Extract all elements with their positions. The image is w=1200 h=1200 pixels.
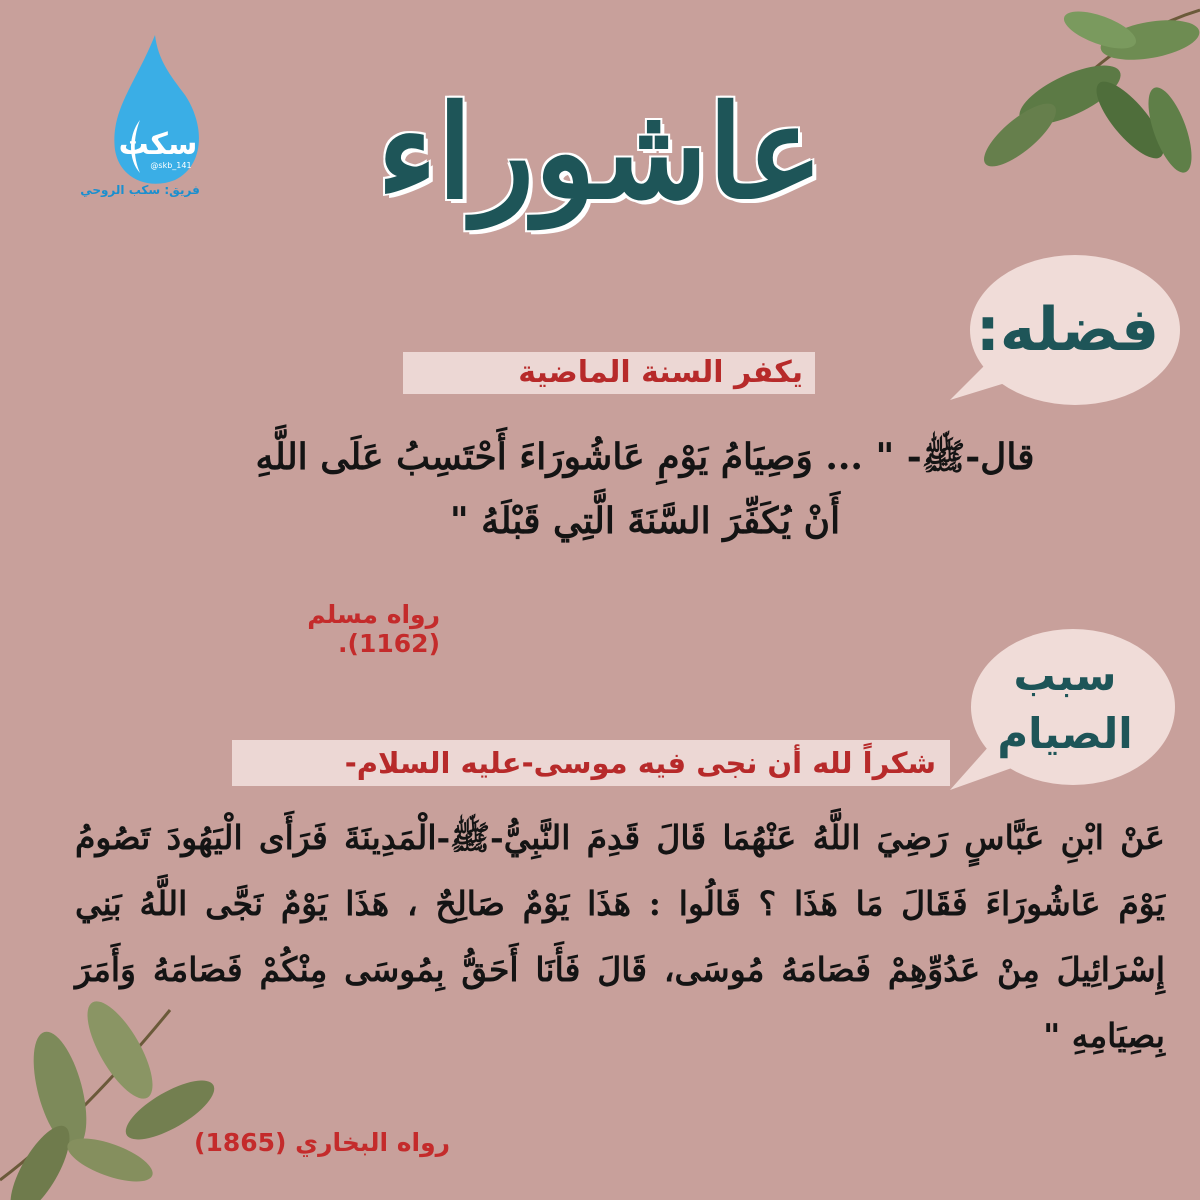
section-heading-reason-line-1: سبب: [1013, 651, 1117, 700]
logo-handle: @skb_141: [150, 161, 192, 170]
team-logo: [40, 15, 200, 215]
reference-muslim: رواه مسلم (1162).: [307, 600, 440, 658]
hadith-reason: عَنْ ابْنِ عَبَّاسٍ رَضِيَ اللَّهُ عَنْهُمَا قَالَ قَدِمَ النَّبِيُّ-ﷺ-الْمَدِينَةَ فَرَأَى الْيَهُودَ تَصُومُ يَوْمَ عَاشُورَاءَ فَقَالَ مَا هَذَا ؟ قَالُوا : هَذَا يَوْمٌ صَالِحٌ ، هَذَا يَوْمٌ نَجَّى اللَّهُ بَنِي إِسْرَائِيلَ مِنْ عَدُوِّهِمْ فَصَامَهُ مُوسَى، قَالَ فَأَنَا أَحَقُّ بِمُوسَى مِنْكُمْ فَصَامَهُ وَأَمَرَ بِصِيَامِهِ ": [75, 818, 1165, 1055]
page-title: عاشوراء: [376, 78, 824, 228]
hadith-virtue-line-1: قال-ﷺ- " ... وَصِيَامُ يَوْمِ عَاشُورَاءَ أَحْتَسِبُ عَلَى اللَّهِ: [255, 436, 1035, 478]
section-heading-reason-line-2: الصيام: [997, 709, 1133, 758]
hadith-virtue: [250, 425, 1040, 553]
water-drop-icon: [40, 15, 200, 205]
leaves-top-right-decoration: [900, 0, 1200, 200]
speech-bubble-reason: [935, 625, 1180, 805]
logo-caption: فريق: سكب الروحي: [80, 183, 200, 197]
section-heading-reason: [960, 647, 1170, 763]
subtitle-virtue: يكفر السنة الماضية: [403, 352, 815, 394]
speech-bubble-virtue: [930, 250, 1180, 420]
hadith-virtue-line-2: أَنْ يُكَفِّرَ السَّنَةَ الَّتِي قَبْلَهُ ": [449, 500, 841, 542]
section-heading-virtue: فضله:: [975, 295, 1160, 365]
logo-wordmark: سكت: [118, 127, 198, 162]
reference-bukhari: رواه البخاري (1865): [194, 1128, 450, 1157]
subtitle-reason: شكراً لله أن نجى فيه موسى-عليه السلام-: [232, 740, 950, 786]
